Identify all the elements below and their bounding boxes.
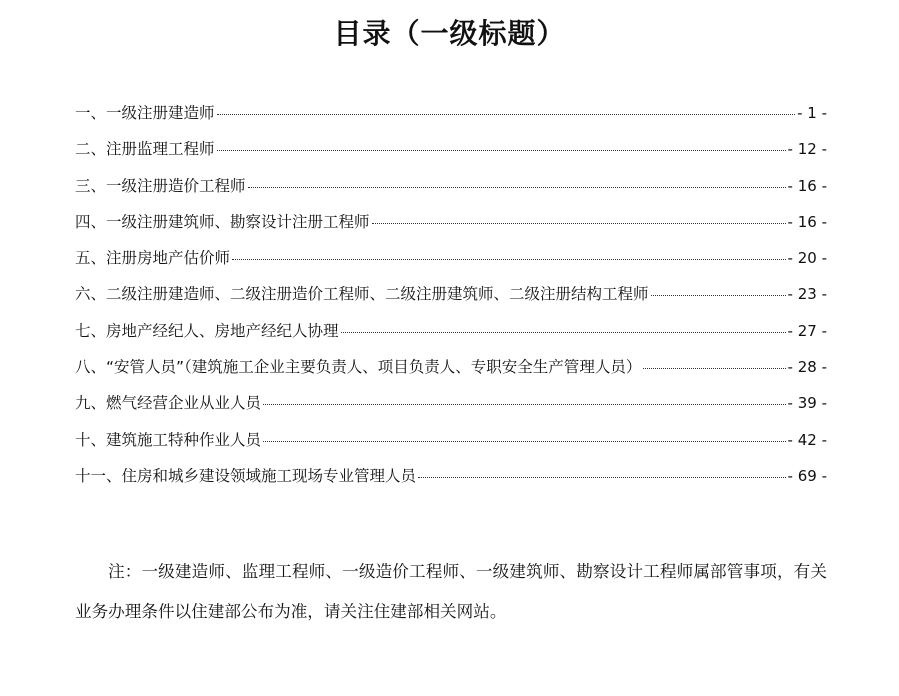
toc-dot-leader (651, 295, 786, 296)
page-title: 目录（一级标题） (333, 17, 566, 50)
toc-entry-title: 七、房地产经纪人、房地产经纪人协理 (75, 321, 339, 340)
toc-entry-page: - 20 - (787, 249, 827, 268)
toc-entry[interactable] (75, 204, 827, 240)
toc-entry-page: - 28 - (787, 358, 827, 377)
toc-entry-page: - 42 - (787, 430, 827, 449)
toc-entry[interactable] (75, 385, 827, 421)
toc-dot-leader (263, 441, 786, 442)
toc-entry-title: 八、“安管人员”（建筑施工企业主要负责人、项目负责人、专职安全生产管理人员） (75, 358, 642, 377)
toc-entry-title: 五、注册房地产估价师 (75, 249, 231, 268)
toc-entry-title: 六、二级注册建造师、二级注册造价工程师、二级注册建筑师、二级注册结构工程师 (75, 285, 649, 304)
toc-entry-page: - 69 - (787, 466, 827, 485)
toc-entry[interactable] (75, 313, 827, 349)
toc-entry-page: - 16 - (787, 212, 827, 231)
toc-dot-leader (217, 150, 786, 151)
toc-entry-title: 三、一级注册造价工程师 (75, 176, 246, 195)
toc-entry-title: 十、建筑施工特种作业人员 (75, 430, 262, 449)
toc-entry[interactable] (75, 168, 827, 204)
toc-entry-page: - 1 - (797, 104, 827, 122)
toc-dot-leader (232, 259, 786, 260)
toc-dot-leader (341, 332, 786, 333)
toc-entry[interactable] (75, 458, 827, 494)
toc-entry[interactable] (75, 349, 827, 385)
toc-entry-title: 二、注册监理工程师 (75, 140, 215, 159)
toc-dot-leader (217, 114, 796, 115)
table-of-contents (75, 95, 827, 494)
toc-entry[interactable] (75, 240, 827, 276)
footnote: 注：一级建造师、监理工程师、一级造价工程师、一级建筑师、勘察设计工程师属部管事项，有关业务办理条件以住建部公布为准，请关注住建部相关网站。 (75, 562, 827, 621)
toc-dot-leader (643, 368, 785, 369)
toc-entry[interactable] (75, 95, 827, 131)
toc-entry-page: - 27 - (787, 321, 827, 340)
toc-entry[interactable] (75, 422, 827, 458)
toc-dot-leader (248, 187, 786, 188)
toc-entry-page: - 16 - (787, 176, 827, 195)
toc-dot-leader (263, 404, 786, 405)
toc-entry-page: - 12 - (787, 140, 827, 159)
toc-entry-title: 十一、住房和城乡建设领域施工现场专业管理人员 (75, 466, 417, 485)
toc-entry-title: 九、燃气经营企业从业人员 (75, 394, 262, 413)
toc-entry-page: - 23 - (787, 285, 827, 304)
toc-entry[interactable] (75, 131, 827, 167)
toc-entry-page: - 39 - (787, 394, 827, 413)
toc-entry-title: 一、一级注册建造师 (75, 104, 215, 122)
toc-dot-leader (418, 477, 786, 478)
toc-dot-leader (372, 223, 786, 224)
toc-entry[interactable] (75, 276, 827, 312)
toc-entry-title: 四、一级注册建筑师、勘察设计注册工程师 (75, 212, 370, 231)
